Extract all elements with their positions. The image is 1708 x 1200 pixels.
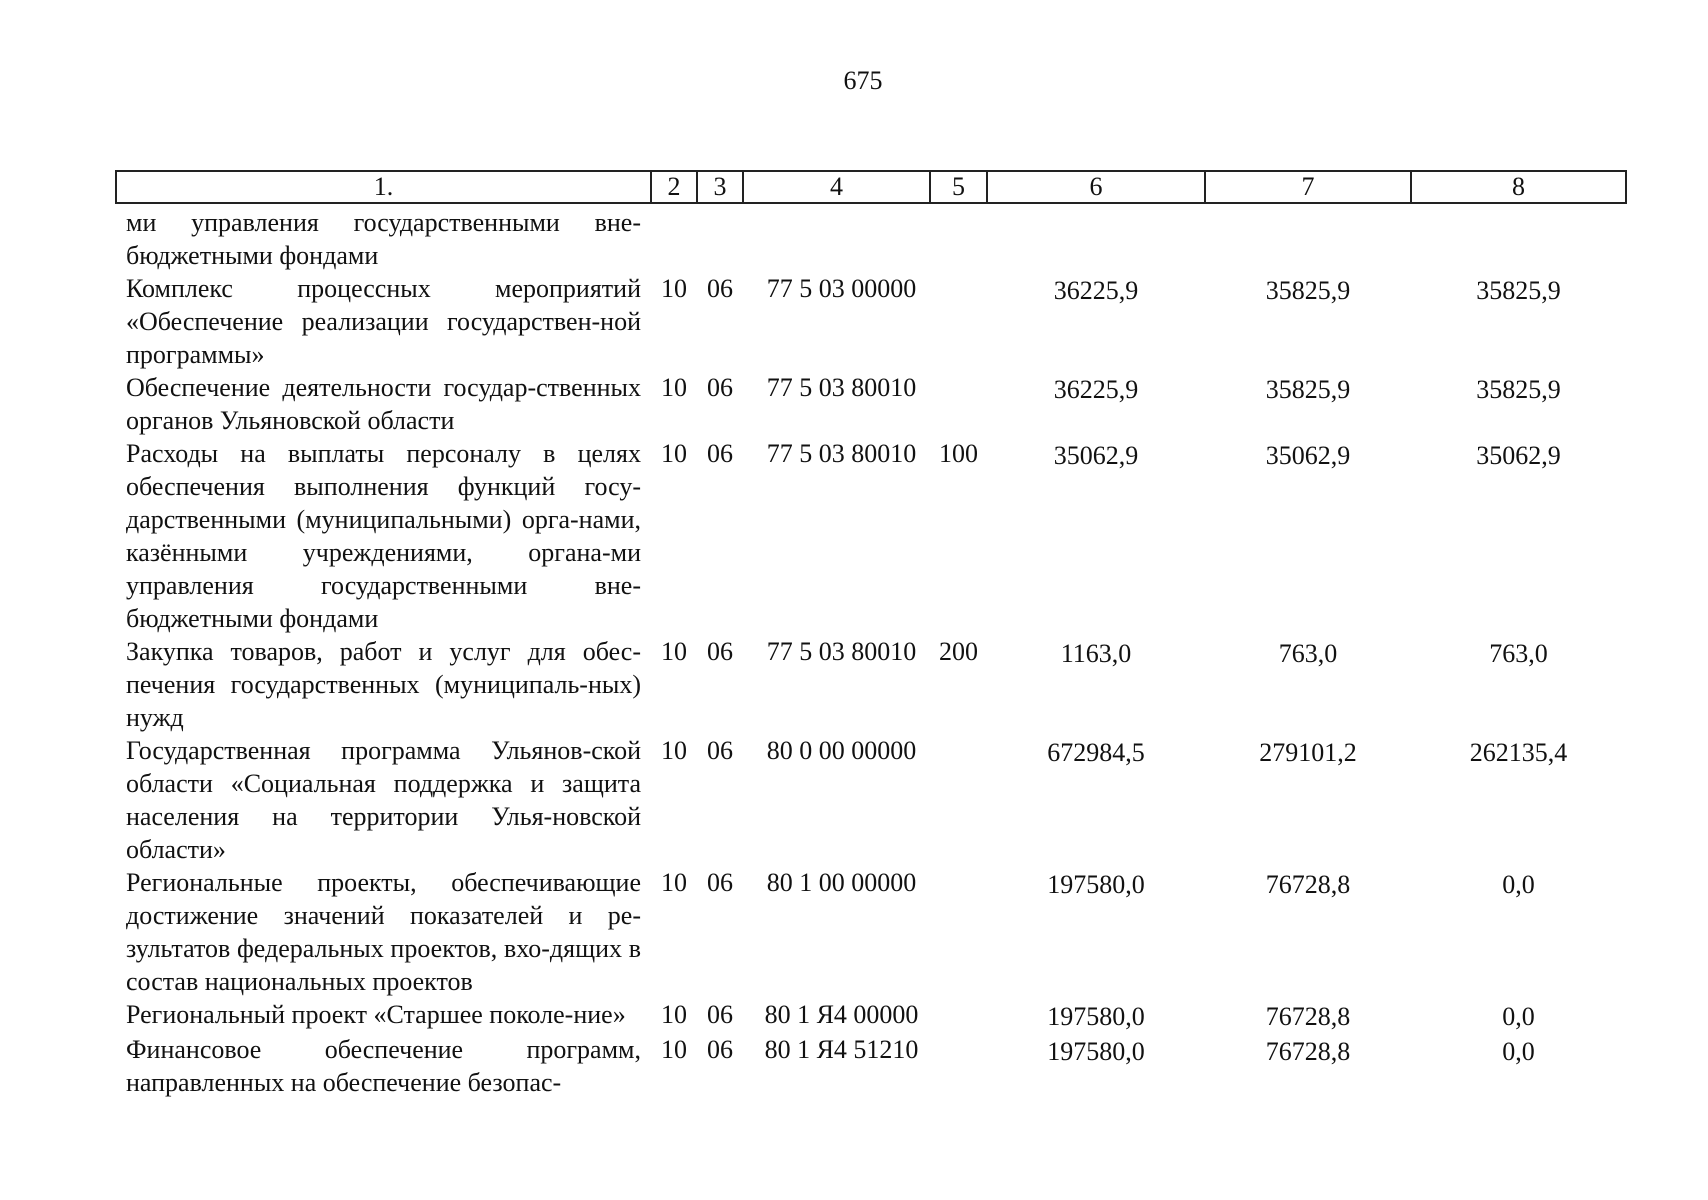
row-amount-col6: 36225,9 (1053, 375, 1139, 404)
row-target-code: 80 1 Я4 51210 (764, 1035, 919, 1064)
row-subsection: 06 (707, 637, 733, 666)
row-amount-col6 (987, 203, 1205, 272)
row-section: 10 (661, 637, 687, 666)
budget-table-container (115, 170, 1625, 1099)
budget-table (115, 170, 1627, 1099)
row-subsection: 06 (707, 274, 733, 303)
table-row (116, 866, 1626, 998)
row-target-code (743, 203, 930, 272)
row-subsection: 06 (707, 1035, 733, 1064)
row-target-code: 77 5 03 80010 (766, 373, 917, 402)
table-row (116, 371, 1626, 437)
table-row (116, 1033, 1626, 1099)
row-name: Государственная программа Ульянов-ской области «Социальная поддержка и защита населения на территории Улья-новской области» (126, 736, 641, 864)
row-subsection: 06 (707, 1000, 733, 1029)
header-col-5: 5 (930, 171, 987, 203)
header-col-2: 2 (651, 171, 697, 203)
row-target-code: 77 5 03 80010 (766, 637, 917, 666)
row-amount-col6: 36225,9 (1053, 276, 1139, 305)
row-target-code: 77 5 03 00000 (766, 274, 917, 303)
row-expense-type (930, 734, 987, 866)
row-name: Региональный проект «Старшее поколе-ние» (126, 1000, 626, 1029)
row-section: 10 (661, 736, 687, 765)
row-amount-col7: 35825,9 (1265, 276, 1351, 305)
table-row (116, 437, 1626, 635)
row-expense-type (930, 998, 987, 1033)
row-subsection: 06 (707, 439, 733, 468)
header-col-7: 7 (1205, 171, 1411, 203)
row-amount-col7: 279101,2 (1259, 738, 1357, 767)
row-section: 10 (661, 1000, 687, 1029)
row-amount-col8: 35825,9 (1476, 375, 1561, 404)
row-subsection: 06 (707, 736, 733, 765)
table-row (116, 203, 1626, 272)
row-amount-col6: 672984,5 (1047, 738, 1145, 767)
row-amount-col6: 35062,9 (1053, 441, 1139, 470)
row-name: Финансовое обеспечение программ, направленных на обеспечение безопас- (126, 1035, 641, 1097)
row-amount-col6: 197580,0 (1047, 870, 1145, 899)
row-target-code: 80 1 Я4 00000 (764, 1000, 919, 1029)
row-name: Комплекс процессных мероприятий «Обеспечение реализации государствен-ной программы» (126, 274, 641, 369)
table-row (116, 272, 1626, 371)
row-amount-col8: 0,0 (1502, 1002, 1535, 1031)
row-target-code: 80 0 00 00000 (766, 736, 917, 765)
table-row (116, 998, 1626, 1033)
header-col-6: 6 (987, 171, 1205, 203)
row-amount-col7: 35825,9 (1265, 375, 1351, 404)
header-col-3: 3 (697, 171, 743, 203)
row-section (651, 203, 697, 272)
header-col-8: 8 (1411, 171, 1626, 203)
row-expense-type: 200 (939, 637, 978, 666)
row-expense-type (930, 1033, 987, 1099)
row-section: 10 (661, 439, 687, 468)
row-amount-col6: 197580,0 (1047, 1037, 1145, 1066)
table-row (116, 734, 1626, 866)
row-amount-col8: 0,0 (1502, 870, 1535, 899)
row-amount-col8: 763,0 (1489, 639, 1548, 668)
row-section: 10 (661, 868, 687, 897)
row-amount-col7: 76728,8 (1265, 870, 1351, 899)
row-section: 10 (661, 1035, 687, 1064)
row-amount-col8: 35825,9 (1476, 276, 1561, 305)
row-amount-col7: 76728,8 (1265, 1037, 1351, 1066)
row-subsection: 06 (707, 868, 733, 897)
row-subsection (697, 203, 743, 272)
row-expense-type: 100 (939, 439, 978, 468)
row-name: Региональные проекты, обеспечивающие достижение значений показателей и ре-зультатов федеральных проектов, вхо-дящих в состав национальных проектов (126, 868, 641, 996)
row-name: Расходы на выплаты персоналу в целях обеспечения выполнения функций госу-дарственными (муниципальными) орга-нами, казёнными учреждениями, органа-ми управления государственными вне-бюджетными фондами (126, 439, 641, 633)
row-amount-col7: 76728,8 (1265, 1002, 1351, 1031)
row-amount-col7 (1205, 203, 1411, 272)
header-col-4: 4 (743, 171, 930, 203)
row-amount-col6: 1163,0 (1060, 639, 1132, 668)
row-expense-type (930, 866, 987, 998)
header-col-1: 1. (116, 171, 651, 203)
row-amount-col7: 763,0 (1278, 639, 1338, 668)
row-expense-type (930, 203, 987, 272)
row-target-code: 80 1 00 00000 (766, 868, 917, 897)
row-target-code: 77 5 03 80010 (766, 439, 917, 468)
row-amount-col8 (1411, 203, 1626, 272)
row-name: Закупка товаров, работ и услуг для обес-печения государственных (муниципаль-ных) нужд (126, 637, 641, 732)
page-number: 675 (843, 66, 883, 95)
row-subsection: 06 (707, 373, 733, 402)
table-row (116, 635, 1626, 734)
row-name: ми управления государственными вне-бюджетными фондами (126, 208, 641, 270)
row-amount-col8: 262135,4 (1469, 738, 1568, 767)
row-amount-col6: 197580,0 (1047, 1002, 1145, 1031)
row-amount-col7: 35062,9 (1265, 441, 1351, 470)
row-name: Обеспечение деятельности государ-ственных органов Ульяновской области (126, 373, 641, 435)
row-expense-type (930, 272, 987, 371)
row-section: 10 (661, 274, 687, 303)
row-amount-col8: 35062,9 (1476, 441, 1561, 470)
row-amount-col8: 0,0 (1502, 1037, 1535, 1066)
row-section: 10 (661, 373, 687, 402)
row-expense-type (930, 371, 987, 437)
column-number-header (116, 171, 1626, 203)
